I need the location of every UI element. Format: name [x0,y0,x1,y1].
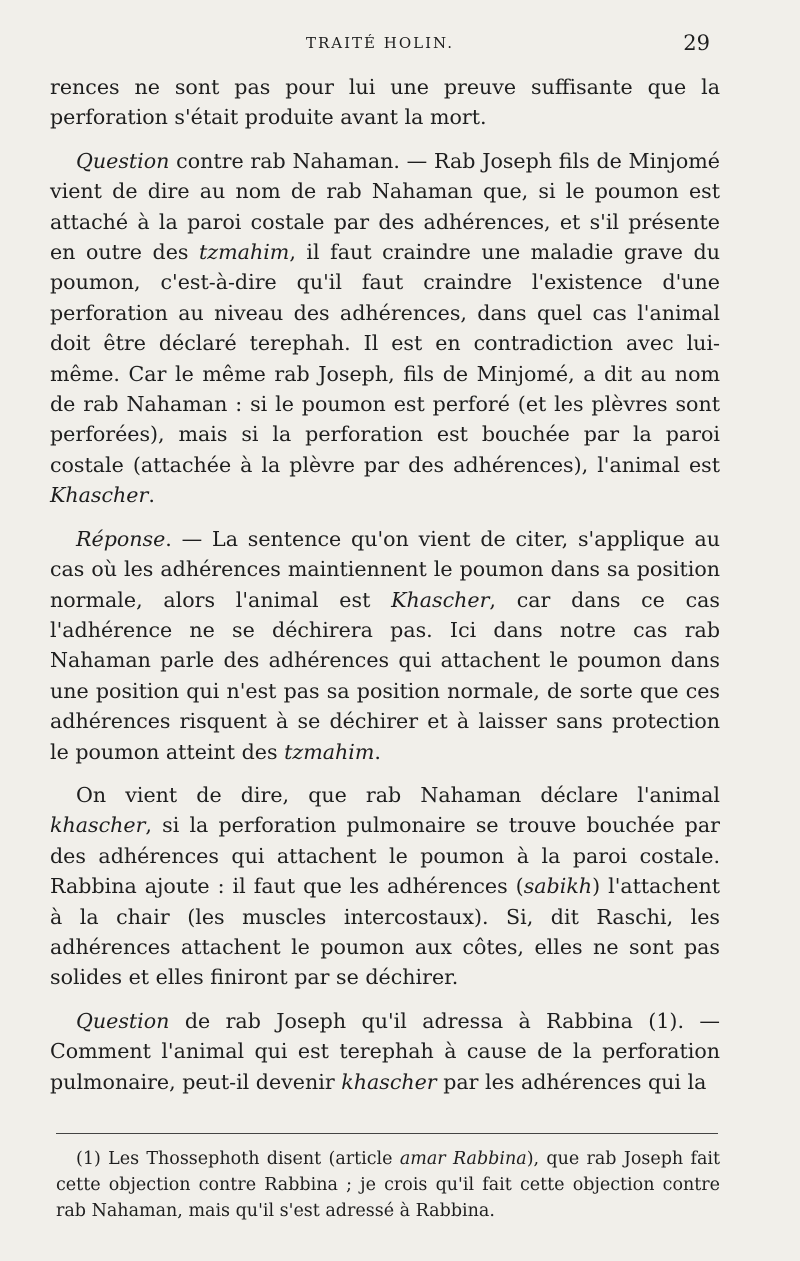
text-run: contre rab Nahaman. — Rab Joseph fils de Minjomé vient de dire au nom de rab Nahaman que, si le poumon est attaché à la paroi costale par des adhérences, et s'il présente en outre des [50,148,720,265]
paragraph-reponse [50,524,720,767]
text-run: par les adhérences qui la [436,1069,707,1094]
paragraph-continuation [50,72,720,133]
page-header [50,31,710,66]
text-run: . [148,483,155,508]
italic-term: Question [76,148,170,173]
italic-term: khascher [341,1069,437,1094]
paragraph-question-nahaman [50,146,720,511]
text-run: rences ne sont pas pour lui une preuve suffisante que la perforation s'était produite avant la mort. [50,75,720,130]
text-run: (1) Les Thossephoth disent (article [76,1149,400,1169]
text-run: ) l'attachent à la chair (les muscles intercostaux). Si, dit Raschi, les adhérences attachent le poumon aux côtes, elles ne sont pas solides et elles finiront par se déchirer. [50,874,720,990]
page-number: 29 [683,31,710,55]
footnote-divider [56,1133,718,1134]
text-run: . [374,739,381,764]
running-title: TRAITÉ HOLIN. [306,34,454,52]
text-run: ), que rab Joseph fait cette objection contre Rabbina ; je crois qu'il fait cette objection contre rab Nahaman, mais qu'il s'est adressé à Rabbina. [56,1149,721,1221]
body-text [50,72,720,1097]
text-run: , car dans ce cas l'adhérence ne se déchirera pas. Ici dans notre cas rab Nahaman parle des adhérences qui attachent le poumon dans une position qui n'est pas sa position normale, de sorte que ces adhérences risquent à se déchirer et à laisser sans protection le poumon atteint des [50,587,720,764]
footnote [56,1146,720,1224]
text-run: On vient de dire, que rab Nahaman déclare l'animal [76,782,720,807]
italic-term: Khascher [50,483,149,508]
italic-term: Réponse [76,526,166,551]
italic-term: Khascher [391,587,490,612]
paragraph-question-joseph [50,1006,720,1097]
italic-term: Question [76,1008,170,1033]
italic-term: tzmahim [199,240,290,265]
italic-term: tzmahim [284,739,375,764]
text-run: . — La sentence qu'on vient de citer, s'applique au cas où les adhérences maintiennent le poumon dans sa position normale, alors l'animal est [50,526,720,612]
text-run: , si la perforation pulmonaire se trouve bouchée par des adhérences qui attachent le poumon à la paroi costale. Rabbina ajoute : il faut que les adhérences ( [50,813,720,899]
italic-term: amar Rabbina [399,1149,527,1169]
italic-term: khascher [50,813,146,838]
paragraph-rabbina [50,780,720,993]
text-run: , il faut craindre une maladie grave du poumon, c'est-à-dire qu'il faut craindre l'existence d'une perforation au niveau des adhérences, dans quel cas l'animal doit être déclaré terephah. Il est en contradiction avec lui-même. Car le même rab Joseph, fils de Minjomé, a dit au nom de rab Nahaman : si le poumon est perforé (et les plèvres sont perforées), mais si la perforation est bouchée par la paroi costale (attachée à la plèvre par des adhérences), l'animal est [50,240,720,477]
text-run: de rab Joseph qu'il adressa à Rabbina (1). — Comment l'animal qui est terephah à cause de la perforation pulmonaire, peut-il devenir [50,1008,720,1094]
italic-term: sabikh [523,874,593,899]
